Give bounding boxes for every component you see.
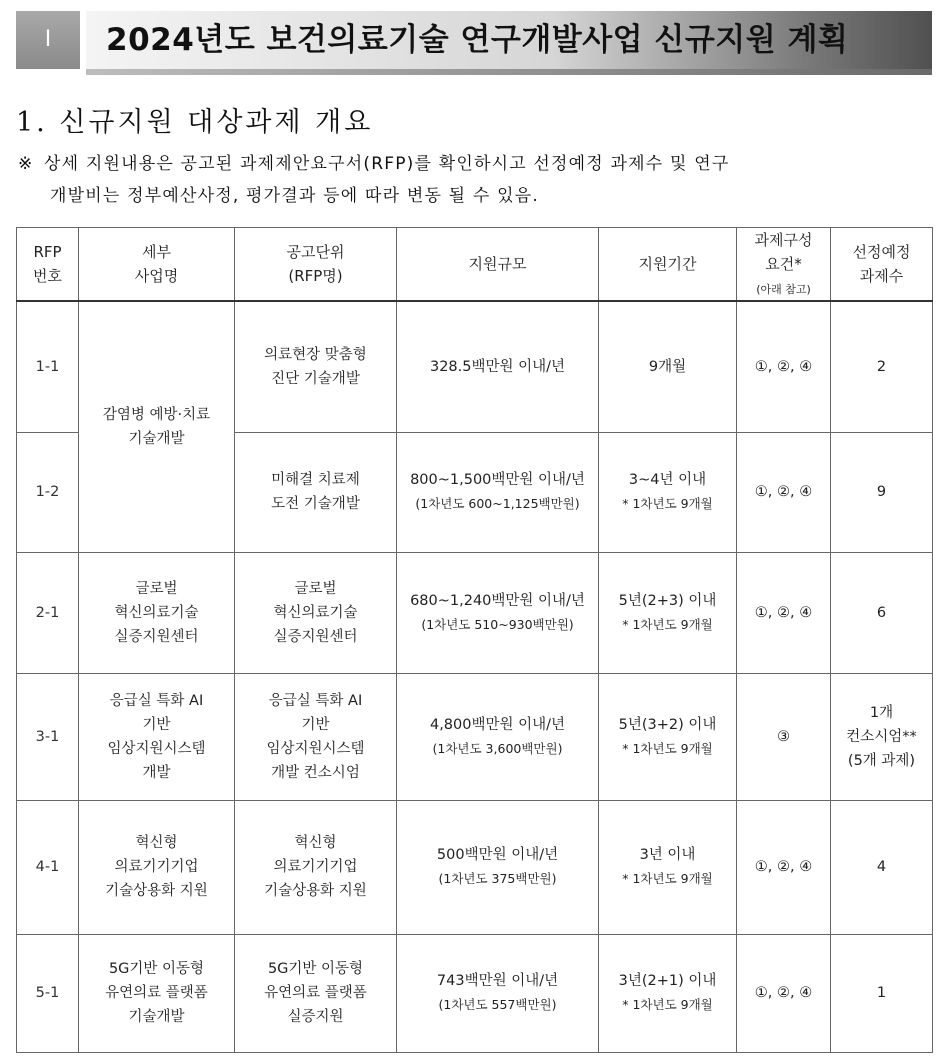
header-scale: 지원규모 <box>397 228 599 302</box>
notice-line-2: 개발비는 정부예산사정, 평가결과 등에 따라 변동 될 수 있음. <box>50 186 539 206</box>
notice-line-1: 상세 지원내용은 공고된 과제제안요구서(RFP)를 확인하시고 선정예정 과제수 및 연구 <box>44 154 730 174</box>
header-count: 선정예정 과제수 <box>831 228 933 302</box>
header-requirement: 과제구성 요건* (아래 참고) <box>737 228 831 302</box>
reference-mark: ※ <box>18 154 34 174</box>
support-period: 3~4년 이내 * 1차년도 9개월 <box>599 432 737 552</box>
requirement: ①, ②, ④ <box>737 301 831 432</box>
rfp-number: 2-1 <box>17 552 79 673</box>
table-row <box>17 301 933 432</box>
page-title: 2024년도 보건의료기술 연구개발사업 신규지원 계획 <box>106 22 849 58</box>
unit-name: 5G기반 이동형 유연의료 플랫폼 실증지원 <box>235 934 397 1052</box>
program-name: 5G기반 이동형 유연의료 플랫폼 기술개발 <box>79 934 235 1052</box>
support-period: 3년 이내 * 1차년도 9개월 <box>599 800 737 934</box>
selection-count: 1개 컨소시엄** (5개 과제) <box>831 673 933 800</box>
selection-count: 9 <box>831 432 933 552</box>
rfp-number: 1-2 <box>17 432 79 552</box>
support-period: 5년(3+2) 이내 * 1차년도 9개월 <box>599 673 737 800</box>
table-row <box>17 673 933 800</box>
selection-count: 6 <box>831 552 933 673</box>
support-scale: 328.5백만원 이내/년 <box>397 301 599 432</box>
header-program: 세부 사업명 <box>79 228 235 302</box>
support-scale: 4,800백만원 이내/년 (1차년도 3,600백만원) <box>397 673 599 800</box>
support-scale: 743백만원 이내/년 (1차년도 557백만원) <box>397 934 599 1052</box>
requirement: ①, ②, ④ <box>737 800 831 934</box>
unit-name: 응급실 특화 AI 기반 임상지원시스템 개발 컨소시엄 <box>235 673 397 800</box>
support-period: 5년(2+3) 이내 * 1차년도 9개월 <box>599 552 737 673</box>
program-name: 응급실 특화 AI 기반 임상지원시스템 개발 <box>79 673 235 800</box>
rfp-number: 4-1 <box>17 800 79 934</box>
program-name: 감염병 예방·치료 기술개발 <box>79 301 235 552</box>
support-scale: 800~1,500백만원 이내/년 (1차년도 600~1,125백만원) <box>397 432 599 552</box>
program-name: 혁신형 의료기기기업 기술상용화 지원 <box>79 800 235 934</box>
table-header-row <box>17 228 933 302</box>
table-row <box>17 800 933 934</box>
selection-count: 1 <box>831 934 933 1052</box>
section-banner <box>16 8 932 72</box>
support-period: 3년(2+1) 이내 * 1차년도 9개월 <box>599 934 737 1052</box>
header-unit: 공고단위 (RFP명) <box>235 228 397 302</box>
support-scale: 500백만원 이내/년 (1차년도 375백만원) <box>397 800 599 934</box>
program-name: 글로벌 혁신의료기술 실증지원센터 <box>79 552 235 673</box>
unit-name: 혁신형 의료기기기업 기술상용화 지원 <box>235 800 397 934</box>
section-number-box: Ⅰ <box>16 11 80 69</box>
requirement: ①, ②, ④ <box>737 552 831 673</box>
rfp-number: 3-1 <box>17 673 79 800</box>
header-period: 지원기간 <box>599 228 737 302</box>
notice-text <box>18 148 938 212</box>
selection-count: 2 <box>831 301 933 432</box>
table-row <box>17 552 933 673</box>
table-row <box>17 934 933 1052</box>
unit-name: 미해결 치료제 도전 기술개발 <box>235 432 397 552</box>
program-table <box>16 227 933 1053</box>
support-scale: 680~1,240백만원 이내/년 (1차년도 510~930백만원) <box>397 552 599 673</box>
section-heading: 1. 신규지원 대상과제 개요 <box>16 107 374 138</box>
support-period: 9개월 <box>599 301 737 432</box>
rfp-number: 1-1 <box>17 301 79 432</box>
requirement: ①, ②, ④ <box>737 432 831 552</box>
selection-count: 4 <box>831 800 933 934</box>
requirement: ①, ②, ④ <box>737 934 831 1052</box>
header-rfp-no: RFP 번호 <box>17 228 79 302</box>
unit-name: 글로벌 혁신의료기술 실증지원센터 <box>235 552 397 673</box>
requirement: ③ <box>737 673 831 800</box>
rfp-number: 5-1 <box>17 934 79 1052</box>
unit-name: 의료현장 맞춤형 진단 기술개발 <box>235 301 397 432</box>
